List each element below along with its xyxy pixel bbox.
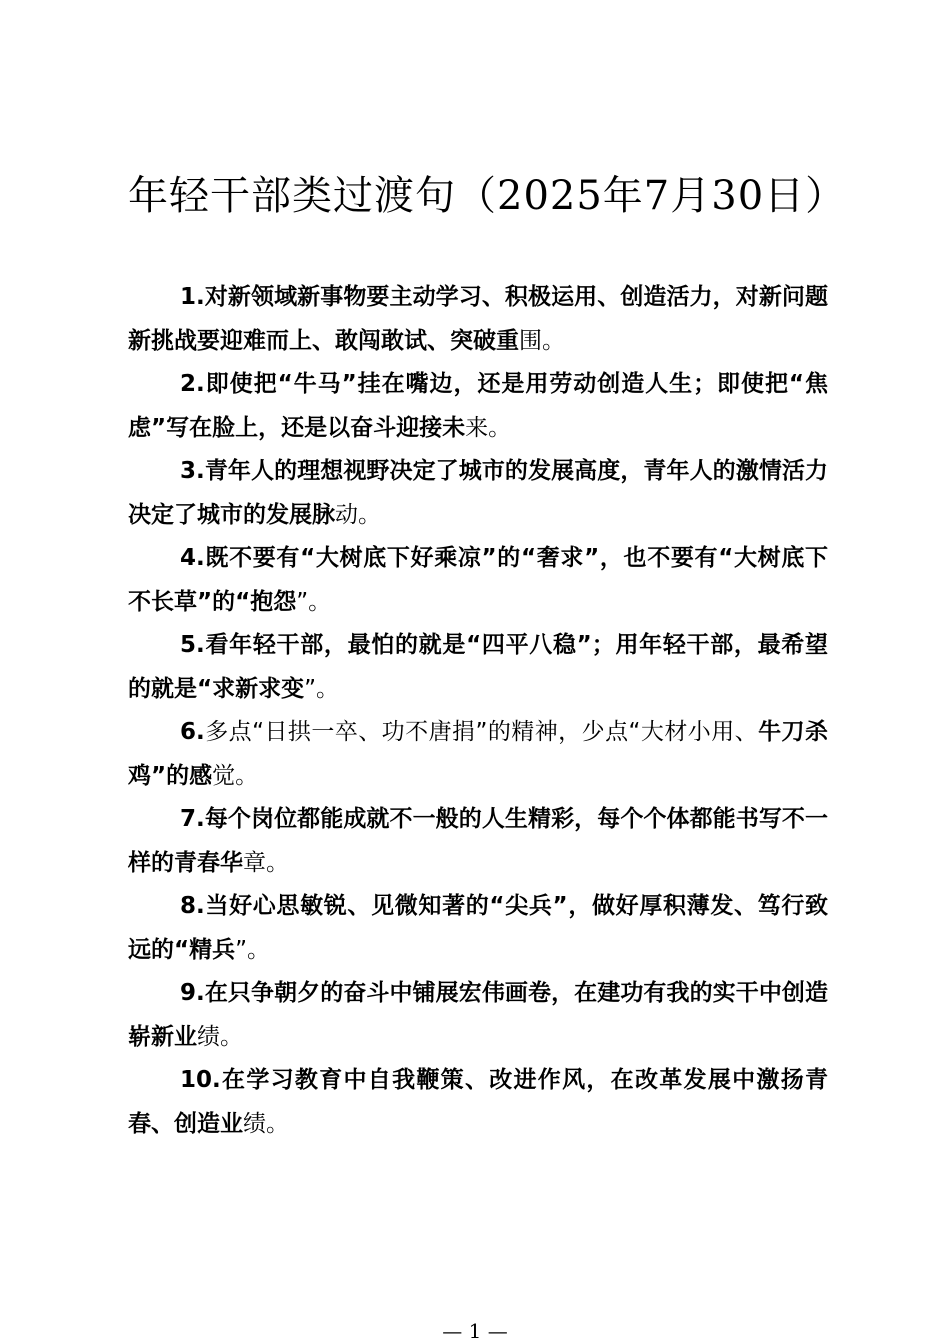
item-text-tail: ”。	[304, 675, 340, 702]
list-item	[128, 1059, 828, 1146]
item-number: 1.	[180, 284, 205, 310]
item-text: 既不要有“大树底下好乘凉”的“奢求”，也不要有“大树底下不长草”的“抱怨	[128, 545, 828, 615]
item-text: 对新领域新事物要主动学习、积极运用、创造活力，对新问题新挑战要迎难而上、敢闯敢试、突破重	[128, 284, 828, 354]
list-item	[128, 450, 828, 537]
item-number: 6.	[180, 719, 205, 745]
item-text: 牛刀杀鸡”的感	[128, 719, 829, 789]
item-text: 在学习教育中自我鞭策、改进作风，在改革发展中激扬青春、创造业	[128, 1067, 828, 1137]
list-item	[128, 798, 828, 885]
item-number: 3.	[180, 458, 205, 484]
list-item	[128, 363, 828, 450]
item-number: 9.	[180, 980, 205, 1006]
item-text: 看年轻干部，最怕的就是“四平八稳”；用年轻干部，最希望的就是“求新求变	[128, 632, 828, 702]
list-item	[128, 711, 828, 798]
list-item	[128, 972, 828, 1059]
item-text-tail: ”。	[296, 588, 332, 615]
page-number: — 1 —	[442, 1319, 508, 1343]
item-text: 在只争朝夕的奋斗中铺展宏伟画卷，在建功有我的实干中创造崭新业	[128, 980, 828, 1050]
item-number: 4.	[180, 545, 205, 571]
item-text-tail: 围。	[519, 327, 565, 354]
item-number: 7.	[180, 806, 205, 832]
document-body	[128, 276, 828, 1146]
item-text: 当好心思敏锐、见微知著的“尖兵”，做好厚积薄发、笃行致远的“精兵	[128, 893, 828, 963]
list-item	[128, 537, 828, 624]
item-text-tail: 绩。	[243, 1110, 289, 1137]
item-number: 10.	[180, 1067, 221, 1093]
item-text-tail: 觉。	[212, 762, 259, 789]
item-text-tail: ”。	[235, 936, 271, 963]
item-number: 8.	[180, 893, 205, 919]
item-text-light: 多点“日拱一卒、功不唐捐”的精神，少点“大材小用、	[204, 719, 759, 745]
item-text-tail: 动。	[335, 501, 381, 528]
item-text: 青年人的理想视野决定了城市的发展高度，青年人的激情活力决定了城市的发展脉	[128, 458, 828, 528]
item-text: 即使把“牛马”挂在嘴边，还是用劳动创造人生；即使把“焦虑”写在脸上，还是以奋斗迎接未	[128, 371, 828, 441]
list-item	[128, 885, 828, 972]
item-number: 2.	[180, 371, 205, 397]
item-text: 每个岗位都能成就不一般的人生精彩，每个个体都能书写不一样的青春华	[128, 806, 828, 876]
item-text-tail: 章。	[243, 849, 289, 876]
list-item	[128, 624, 828, 711]
item-number: 5.	[180, 632, 205, 658]
item-text-tail: 绩。	[197, 1023, 243, 1050]
item-text-tail: 来。	[465, 414, 512, 441]
list-item	[128, 276, 828, 363]
document-title: 年轻干部类过渡句（2025年7月30日）	[128, 173, 847, 219]
